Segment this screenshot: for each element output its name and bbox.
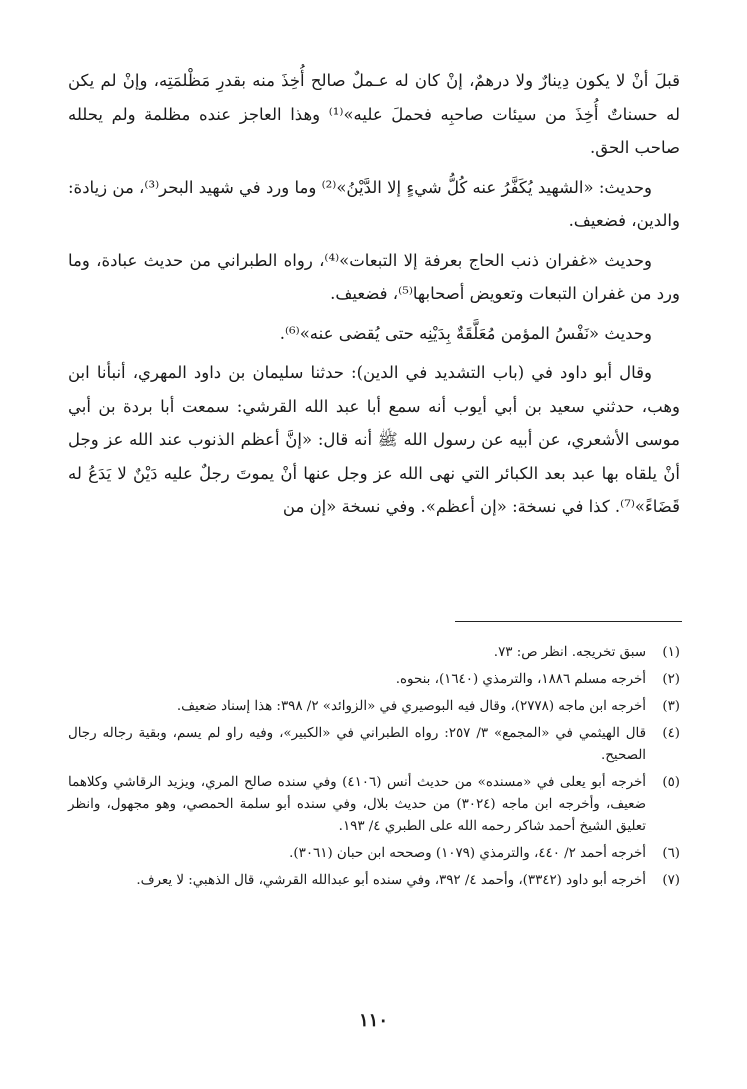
footnote-text: قال الهيثمي في «المجمع» ٣/ ٢٥٧: رواه الطبراني في «الكبير»، وفيه راو لم يسم، وبقية رجاله رجال الصحيح. <box>68 726 646 763</box>
footnote <box>68 843 680 865</box>
footnote <box>68 723 680 767</box>
paragraph-5: وقال أبو داود في (باب التشديد في الدين): حدثنا سليمان بن داود المهري، أنبأنا ابن وهب، حدثني سعيد بن أبي أيوب أنه سمع أبا عبد الله القرشي: سمعت أبا بردة بن أبي موسى الأشعري، عن أبيه عن رسول الله ﷺ أنه قال: «إنَّ أعظم الذنوب عند الله عز وجل أنْ يلقاه بها عبد بعد الكبائر التي نهى الله عز وجل عنها أنْ يموتَ رجلٌ عليه دَيْنٌ لا يَدَعُ له قَضَاءً»⁽⁷⁾. كذا في نسخة: «إن أعظم». وفي نسخة «إن من <box>68 363 680 516</box>
footnote-text: أخرجه مسلم ١٨٨٦، والترمذي (١٦٤٠)، بنحوه. <box>395 672 646 687</box>
footnote-text: أخرجه أحمد ٢/ ٤٤٠، والترمذي (١٠٧٩) وصححه ابن حبان (٣٠٦١). <box>289 846 646 861</box>
footnote-number: (١) <box>662 645 680 660</box>
paragraph-2: وحديث: «الشهيد يُكَفَّرُ عنه كُلُّ شيءٍ إلا الدَّيْنُ»⁽²⁾ وما ورد في شهيد البحر⁽³⁾، من زيادة: والدين، فضعيف. <box>68 177 680 230</box>
footnote-number: (٦) <box>662 846 680 861</box>
footnote-text: أخرجه ابن ماجه (٢٧٧٨)، وقال فيه البوصيري في «الزوائد» ٢/ ٣٩٨: هذا إسناد ضعيف. <box>176 699 646 714</box>
paragraph-4: وحديث «نَفْسُ المؤمن مُعَلَّقَةٌ بِدَيْنِه حتى يُقضى عنه»⁽⁶⁾. <box>279 323 652 343</box>
paragraph-1: قبلَ أنْ لا يكون دِينارٌ ولا درهمٌ، إنْ كان له عـملٌ صالح أُخِذَ منه بقدرِ مَظْلمَتِه، وإنْ لم يكن له حسناتٌ أُخِذَ من سيئات صاحبِه فحملَ عليه»⁽¹⁾ وهذا العاجز عنده مظلمة ولم يحلله صاحب الحق. <box>68 71 680 157</box>
footnote <box>68 642 680 664</box>
footnote-number: (٣) <box>662 699 680 714</box>
footnote-number: (٤) <box>662 726 680 741</box>
page-number: ١١٠ <box>358 1010 388 1031</box>
footnote-text: أخرجه أبو يعلى في «مسنده» من حديث أنس (٤١٠٦) وفي سنده صالح المري، ويزيد الرقاشي وكلاهما ضعيف، وأخرجه ابن ماجه (٣٠٢٤) من حديث بلال، وفي سنده أبو سلمة الحمصي، وهو مجهول، وانظر تعليق الشيخ أحمد شاكر رحمه الله على الطبري ٤/ ١٩٣. <box>68 775 646 834</box>
paragraph-3: وحديث «غفران ذنب الحاج بعرفة إلا التبعات»⁽⁴⁾، رواه الطبراني من حديث عبادة، وما ورد من غفران التبعات وتعويض أصحابها⁽⁵⁾، فضعيف. <box>68 250 680 303</box>
footnote-number: (٧) <box>662 873 680 888</box>
footnote-divider <box>455 621 682 622</box>
footnote-number: (٥) <box>662 775 680 790</box>
footnote-text: سبق تخريجه. انظر ص: ٧٣. <box>493 645 646 660</box>
footnote <box>68 772 680 838</box>
footnote <box>68 696 680 718</box>
main-text <box>68 64 680 530</box>
footnote-number: (٢) <box>662 672 680 687</box>
footnote <box>68 669 680 691</box>
footnotes <box>68 642 680 897</box>
footnote-text: أخرجه أبو داود (٣٣٤٢)، وأحمد ٤/ ٣٩٢، وفي سنده أبو عبدالله القرشي، قال الذهبي: لا يعرف. <box>136 873 646 888</box>
footnote <box>68 870 680 892</box>
